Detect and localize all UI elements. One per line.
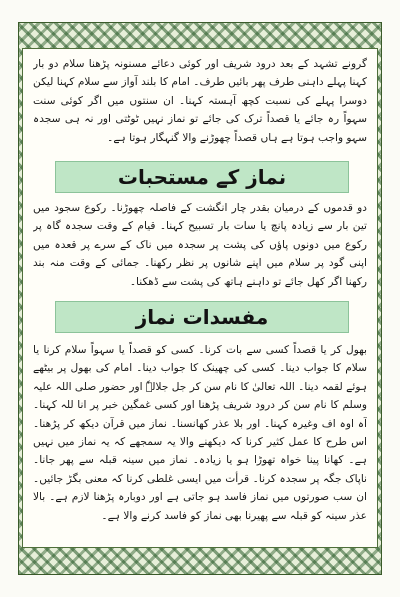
heading-mufsidat — [55, 301, 349, 333]
page-text-area — [22, 48, 378, 548]
heading-mustahabbat — [55, 161, 349, 193]
paragraph-mufsidat: بھول کر یا قصداً کسی سے بات کرنا۔ کسی کو قصداً یا سہواً سلام کرنا یا سلام کا جواب دینا۔ کسی کی چھینک کا جواب دینا۔ امام کی بھول پر بیٹھے ہوئے لقمہ دینا۔ اللہ تعالیٰ کا نام سن کر جل جلالہٗ اور حضور صلی اللہ علیہ وسلم کا نام سن کر درود شریف پڑھنا اور کسی غمگین خبر پر انا للہ کہنا۔ آہ اوہ اف وغیرہ کہنا۔ اور بلا عذر کھانسنا۔ نماز میں قرآن دیکھ کر پڑھنا۔ اس طرح کا عمل کثیر کرنا کہ دیکھنے والا یہ سمجھے کہ یہ نماز میں نہیں ہے۔ کھانا پینا خواہ تھوڑا ہو یا زیادہ۔ نماز میں سینہ قبلہ سے پھر جانا۔ ناپاک جگہ پر سجدہ کرنا۔ قرأت میں ایسی غلطی کرنا کہ معنی بگڑ جائیں۔ ان سب صورتوں میں نماز فاسد ہو جاتی ہے اور دوبارہ پڑھنا لازم ہے۔ بالا عذر سینہ کو قبلہ سے پھیرنا بھی نماز کو فاسد کرنے والا ہے۔ — [33, 344, 367, 522]
paragraph-mustahabbat: دو قدموں کے درمیان بقدر چار انگشت کے فاصلہ چھوڑنا۔ رکوع سجود میں تین بار سے زیادہ پانچ یا سات بار تسبیح کہنا۔ قیام کے وقت سجدہ گاہ پر رکوع میں دونوں پاؤں کی پشت پر سجدہ میں ناک کے سرے پر قعدہ میں اپنی گود پر سلام میں اپنے شانوں پر نظر رکھنا۔ جمائی کے وقت منہ بند رکھنا اگر کھل جائے تو داہنے ہاتھ کی پشت سے ڈھکنا۔ — [33, 202, 367, 288]
heading-mustahabbat-text: نماز کے مستحبات — [117, 165, 287, 189]
paragraph-sunan-ending: گرونے تشہد کے بعد درود شریف اور کوئی دعائے مسنونہ پڑھنا سلام دو بار کہنا پہلے داہنی طرف پھر بائیں طرف۔ امام کا بلند آواز سے سلام کہنا لیکن دوسرا پہلے کی نسبت کچھ آہستہ کہنا۔ ان سنتوں میں اگر کوئی سنت سہواً رہ جائے یا قصداً ترک کی جائے تو نماز نہیں ٹوٹتی اور نہ ہی سجدہ سہو واجب ہوتا ہے ہاں قصداً چھوڑنے والا گنہگار ہوتا ہے۔ — [33, 58, 367, 144]
heading-mufsidat-text: مفسدات نماز — [135, 305, 269, 329]
